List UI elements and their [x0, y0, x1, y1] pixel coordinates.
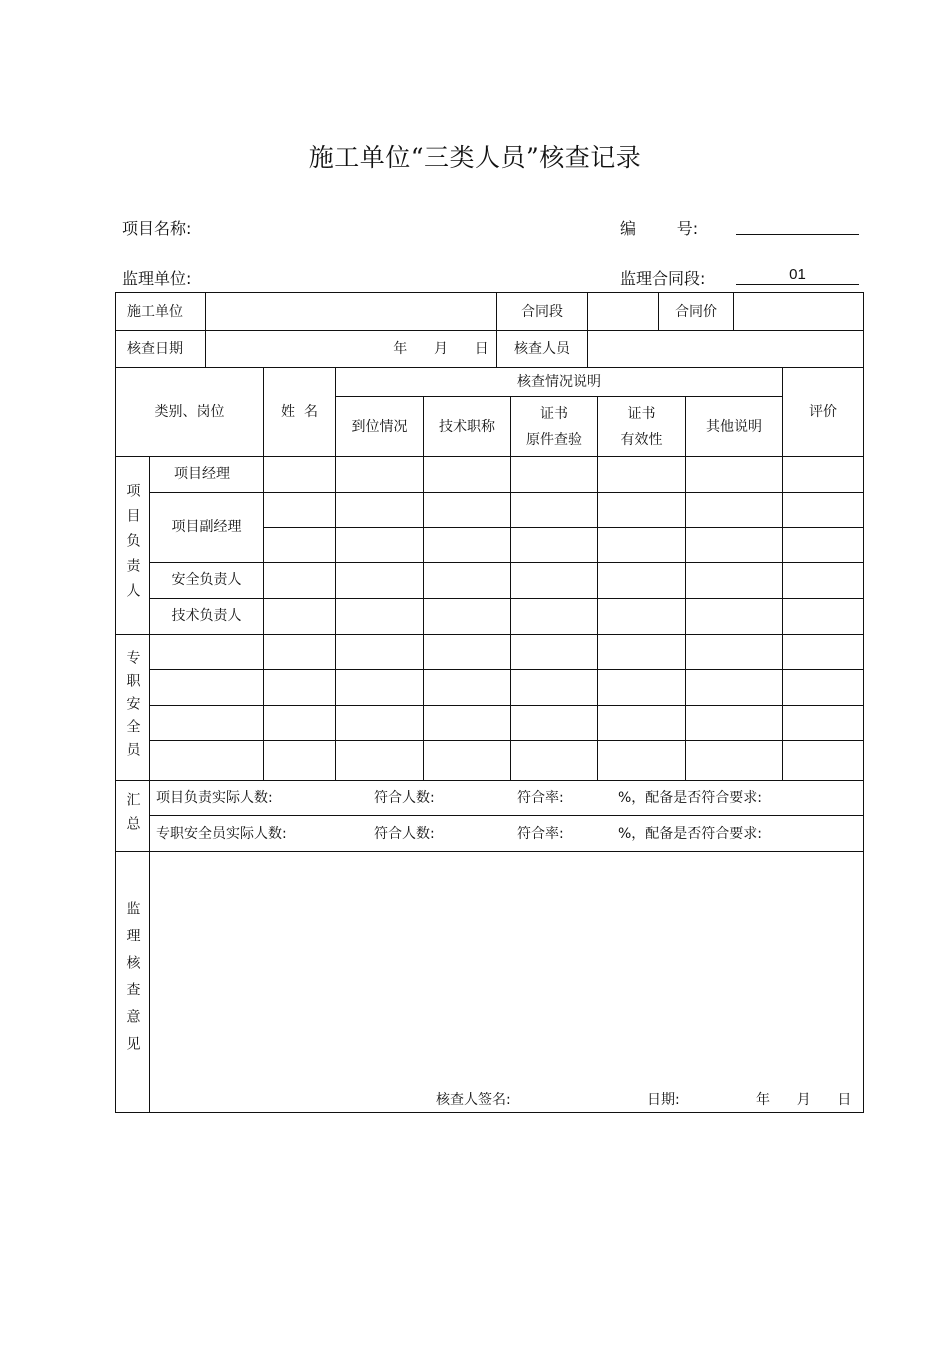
- leader-requirement-label: %，配备是否符合要求:: [618, 789, 763, 806]
- category-header: 类别、岗位: [154, 403, 225, 420]
- safety-officer-group-text: 专职安全员: [124, 649, 141, 765]
- opinion-date-label: 日期:: [647, 1092, 680, 1108]
- certificate-original-line1: 证书: [540, 405, 568, 422]
- serial-number-field[interactable]: [736, 214, 859, 235]
- other-notes-header: 其他说明: [706, 418, 762, 435]
- checker-signature-label: 核查人签名:: [436, 1092, 511, 1108]
- summary-text: 汇总: [124, 791, 141, 840]
- project-leader-group-label: [116, 456, 149, 634]
- contractor-field[interactable]: [206, 293, 496, 330]
- contract-price-label: 合同价: [675, 303, 717, 320]
- checker-label: 核查人员: [514, 340, 570, 357]
- contract-section-field[interactable]: 01: [736, 264, 859, 285]
- certificate-validity-header: [598, 397, 685, 456]
- contract-price-field[interactable]: [734, 293, 863, 330]
- evaluation-header: 评价: [809, 403, 837, 420]
- serial-number-label: 编 号:: [620, 219, 699, 238]
- safety-lead-label: 安全负责人: [171, 572, 242, 588]
- supervision-opinion-label: [116, 852, 149, 1112]
- contract-section-label: 监理合同段:: [620, 269, 706, 288]
- check-description-header: 核查情况说明: [517, 373, 601, 390]
- certificate-validity-line1: 证书: [627, 405, 656, 422]
- technical-lead-label: 技术负责人: [171, 608, 242, 624]
- officer-requirement-label: %，配备是否符合要求:: [618, 825, 763, 842]
- checker-field[interactable]: [588, 330, 863, 367]
- technical-title-header: 技术职称: [439, 418, 495, 435]
- project-name-label: 项目名称:: [122, 219, 192, 238]
- page-title: 施工单位“三类人员”核查记录: [308, 143, 642, 172]
- deputy-manager-label: 项目副经理: [171, 519, 242, 535]
- officer-qualified-count-label: 符合人数:: [374, 825, 435, 842]
- opinion-date-ymd[interactable]: 年 月 日: [756, 1092, 852, 1108]
- leader-actual-count-label: 项目负责实际人数:: [156, 789, 273, 806]
- officer-actual-count-label: 专职安全员实际人数:: [156, 825, 287, 842]
- supervision-unit-label: 监理单位:: [122, 269, 192, 288]
- project-manager-label: 项目经理: [174, 466, 230, 482]
- project-leader-group-text: 项目负责人: [124, 482, 141, 608]
- safety-officer-group-label: [116, 634, 149, 780]
- contractor-label: 施工单位: [127, 303, 183, 320]
- supervision-opinion-text: 监理核查意见: [124, 901, 141, 1063]
- certificate-validity-line2: 有效性: [620, 431, 663, 448]
- officer-qualified-rate-label: 符合率:: [517, 825, 564, 842]
- summary-label: [116, 780, 149, 851]
- certificate-original-header: [511, 397, 597, 456]
- supervision-opinion-field[interactable]: [150, 852, 863, 1082]
- contract-section-cell-label: 合同段: [521, 303, 563, 320]
- onsite-status-header: 到位情况: [351, 418, 408, 435]
- check-record-form: [115, 292, 864, 1113]
- leader-qualified-rate-label: 符合率:: [517, 789, 564, 806]
- check-date-field[interactable]: 年 月 日: [393, 340, 489, 357]
- name-header: 姓 名: [281, 403, 318, 420]
- certificate-original-line2: 原件查验: [526, 431, 582, 448]
- contract-section-cell-field[interactable]: [588, 293, 658, 330]
- leader-qualified-count-label: 符合人数:: [374, 789, 435, 806]
- check-date-label: 核查日期: [127, 340, 183, 357]
